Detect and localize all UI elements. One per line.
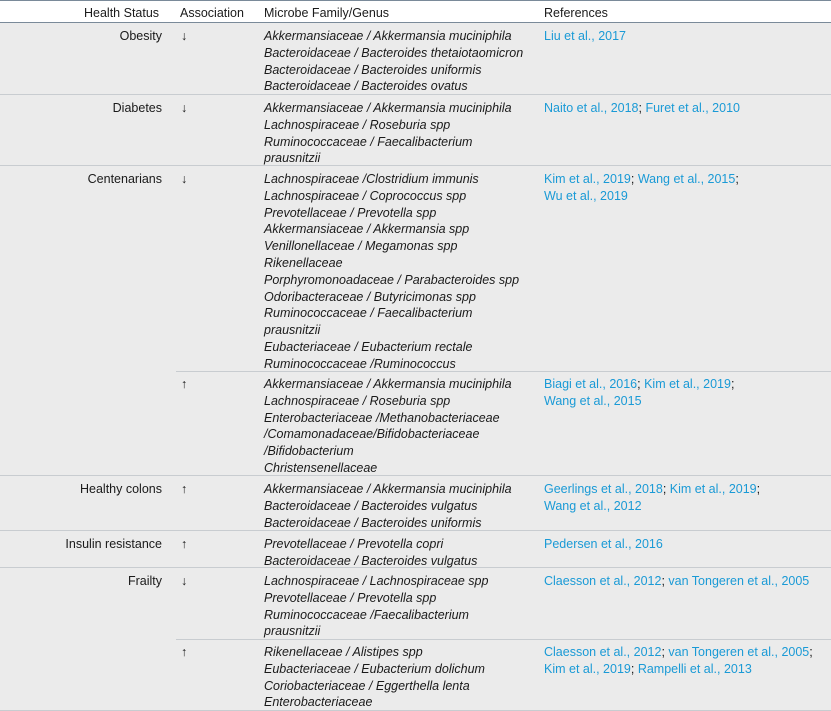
microbe-entry: Ruminococcaceae /Faecalibacterium: [264, 607, 469, 622]
reference-list: [544, 536, 663, 553]
down-arrow-icon: ↓: [181, 172, 188, 186]
reference-link[interactable]: Kim et al., 2019: [544, 661, 631, 676]
microbe-entry: Prevotellaceae / Prevotella copri: [264, 537, 444, 551]
table-row: [0, 531, 831, 568]
sub-row-divider: [176, 371, 831, 372]
reference-link[interactable]: Geerlings et al., 2018: [544, 482, 663, 496]
microbe-list: [264, 481, 512, 531]
microbe-list: [264, 536, 477, 570]
microbe-entry: Ruminococcaceae /Ruminococcus: [264, 356, 456, 371]
up-arrow-icon: ↑: [181, 537, 188, 551]
microbe-entry: Rikenellaceae / Alistipes spp: [264, 645, 423, 659]
microbe-entry: prausnitzii: [264, 323, 321, 338]
microbe-list: [264, 573, 488, 640]
up-arrow-icon: ↑: [181, 482, 188, 496]
microbe-entry: Bacteroidaceae / Bacteroides thetaiotaomicron: [264, 45, 524, 60]
down-arrow-icon: ↓: [181, 101, 188, 115]
reference-link[interactable]: Kim et al., 2019: [669, 482, 757, 496]
microbe-entry: Akkermansiaceae / Akkermansia muciniphila: [264, 377, 512, 391]
reference-list: [544, 100, 740, 117]
reference-link[interactable]: Naito et al., 2018: [544, 101, 639, 115]
table-row: [0, 476, 831, 531]
health-status-cell: Centenarians: [87, 172, 162, 186]
reference-link[interactable]: Wang et al., 2015: [544, 393, 642, 408]
table-row: [0, 95, 831, 166]
reference-separator: ;: [630, 661, 638, 676]
reference-link[interactable]: Kim et al., 2019: [544, 172, 631, 186]
header-health-status: Health Status: [84, 6, 160, 20]
reference-list: [544, 376, 734, 410]
microbe-entry: prausnitzii: [264, 151, 321, 166]
reference-link[interactable]: Kim et al., 2019: [644, 377, 731, 391]
health-status-cell: Obesity: [119, 29, 162, 43]
microbe-list: [264, 28, 523, 95]
reference-separator: ;: [756, 482, 761, 496]
microbe-entry: Lachnospiraceae / Roseburia spp: [264, 393, 451, 408]
reference-link[interactable]: Biagi et al., 2016: [544, 377, 638, 391]
microbe-entry: Prevotellaceae / Prevotella spp: [264, 590, 437, 605]
reference-separator: ;: [809, 645, 813, 659]
sub-row-divider: [176, 639, 831, 640]
reference-separator: ;: [735, 172, 739, 186]
reference-link[interactable]: Claesson et al., 2012: [544, 574, 662, 588]
reference-list: [544, 644, 813, 678]
microbe-entry: /Comamonadaceae/Bifidobacteriaceae: [264, 427, 480, 442]
down-arrow-icon: ↓: [181, 574, 188, 588]
microbe-entry: prausnitzii: [264, 624, 321, 639]
table-row: [0, 166, 831, 476]
health-status-cell: Insulin resistance: [65, 537, 162, 551]
reference-link[interactable]: van Tongeren et al., 2005: [668, 574, 810, 588]
microbe-list: [264, 644, 485, 711]
microbe-entry: Enterobacteriaceae /Methanobacteriaceae: [264, 410, 500, 425]
microbe-entry: Bacteroidaceae / Bacteroides uniformis: [264, 515, 482, 530]
microbe-entry: Akkermansiaceae / Akkermansia muciniphila: [264, 29, 512, 43]
up-arrow-icon: ↑: [181, 377, 188, 391]
microbe-entry: Bacteroidaceae / Bacteroides ovatus: [264, 79, 468, 94]
microbe-entry: Enterobacteriaceae: [264, 695, 373, 710]
reference-link[interactable]: Wu et al., 2019: [544, 188, 628, 203]
microbe-entry: Bacteroidaceae / Bacteroides vulgatus: [264, 498, 478, 513]
reference-link[interactable]: Claesson et al., 2012: [544, 645, 662, 659]
microbe-list: [264, 376, 512, 477]
table-row: [0, 23, 831, 95]
reference-link[interactable]: van Tongeren et al., 2005: [668, 645, 810, 659]
microbe-entry: Eubacteriaceae / Eubacterium dolichum: [264, 661, 485, 676]
reference-list: [544, 171, 739, 205]
reference-separator: ;: [661, 645, 669, 659]
reference-separator: ;: [637, 377, 645, 391]
up-arrow-icon: ↑: [181, 645, 188, 659]
header-microbe: Microbe Family/Genus: [264, 6, 390, 20]
reference-separator: ;: [638, 101, 646, 115]
down-arrow-icon: ↓: [181, 29, 188, 43]
reference-link[interactable]: Wang et al., 2015: [637, 172, 736, 186]
table-row: [0, 568, 831, 711]
microbe-entry: Akkermansiaceae / Akkermansia spp: [264, 222, 470, 237]
microbe-entry: Lachnospiraceae / Coprococcus spp: [264, 188, 467, 203]
health-status-cell: Diabetes: [112, 101, 162, 115]
microbe-entry: Prevotellaceae / Prevotella spp: [264, 205, 437, 220]
reference-separator: ;: [662, 482, 670, 496]
reference-link[interactable]: Liu et al., 2017: [544, 29, 627, 43]
reference-list: [544, 573, 809, 590]
microbe-list: [264, 171, 519, 373]
reference-list: [544, 28, 626, 45]
microbe-entry: Lachnospiraceae / Lachnospiraceae spp: [264, 574, 489, 588]
microbe-entry: Lachnospiraceae / Roseburia spp: [264, 117, 451, 132]
health-status-cell: Healthy colons: [80, 482, 162, 496]
reference-list: [544, 481, 760, 515]
reference-link[interactable]: Furet et al., 2010: [645, 101, 740, 115]
table-header: [0, 0, 831, 23]
header-association: Association: [180, 6, 244, 20]
microbe-entry: Akkermansiaceae / Akkermansia muciniphila: [264, 101, 512, 115]
health-status-cell: Frailty: [127, 574, 162, 588]
microbe-entry: /Bifidobacterium: [264, 444, 354, 459]
header-references: References: [544, 6, 608, 20]
reference-separator: ;: [661, 574, 669, 588]
microbe-entry: Coriobacteriaceae / Eggerthella lenta: [264, 678, 470, 693]
microbe-entry: Odoribacteraceae / Butyricimonas spp: [264, 289, 476, 304]
microbe-entry: Porphyromonoadaceae / Parabacteroides spp: [264, 272, 520, 287]
microbe-list: [264, 100, 512, 167]
microbe-entry: Rikenellaceae: [264, 255, 343, 270]
microbe-entry: Bacteroidaceae / Bacteroides uniformis: [264, 62, 482, 77]
microbe-entry: Akkermansiaceae / Akkermansia muciniphila: [264, 482, 512, 496]
reference-link[interactable]: Pedersen et al., 2016: [544, 537, 663, 551]
reference-separator: ;: [730, 377, 735, 391]
microbe-entry: Eubacteriaceae / Eubacterium rectale: [264, 339, 473, 354]
microbe-entry: Bacteroidaceae / Bacteroides vulgatus: [264, 553, 478, 568]
reference-link[interactable]: Wang et al., 2012: [544, 498, 642, 513]
microbe-entry: Venillonellaceae / Megamonas spp: [264, 239, 458, 254]
reference-link[interactable]: Rampelli et al., 2013: [637, 661, 752, 676]
microbe-entry: Lachnospiraceae /Clostridium immunis: [264, 172, 479, 186]
microbe-entry: Ruminococcaceae / Faecalibacterium: [264, 306, 473, 321]
microbe-entry: Christensenellaceae: [264, 460, 378, 475]
reference-separator: ;: [630, 172, 638, 186]
microbe-entry: Ruminococcaceae / Faecalibacterium: [264, 134, 473, 149]
